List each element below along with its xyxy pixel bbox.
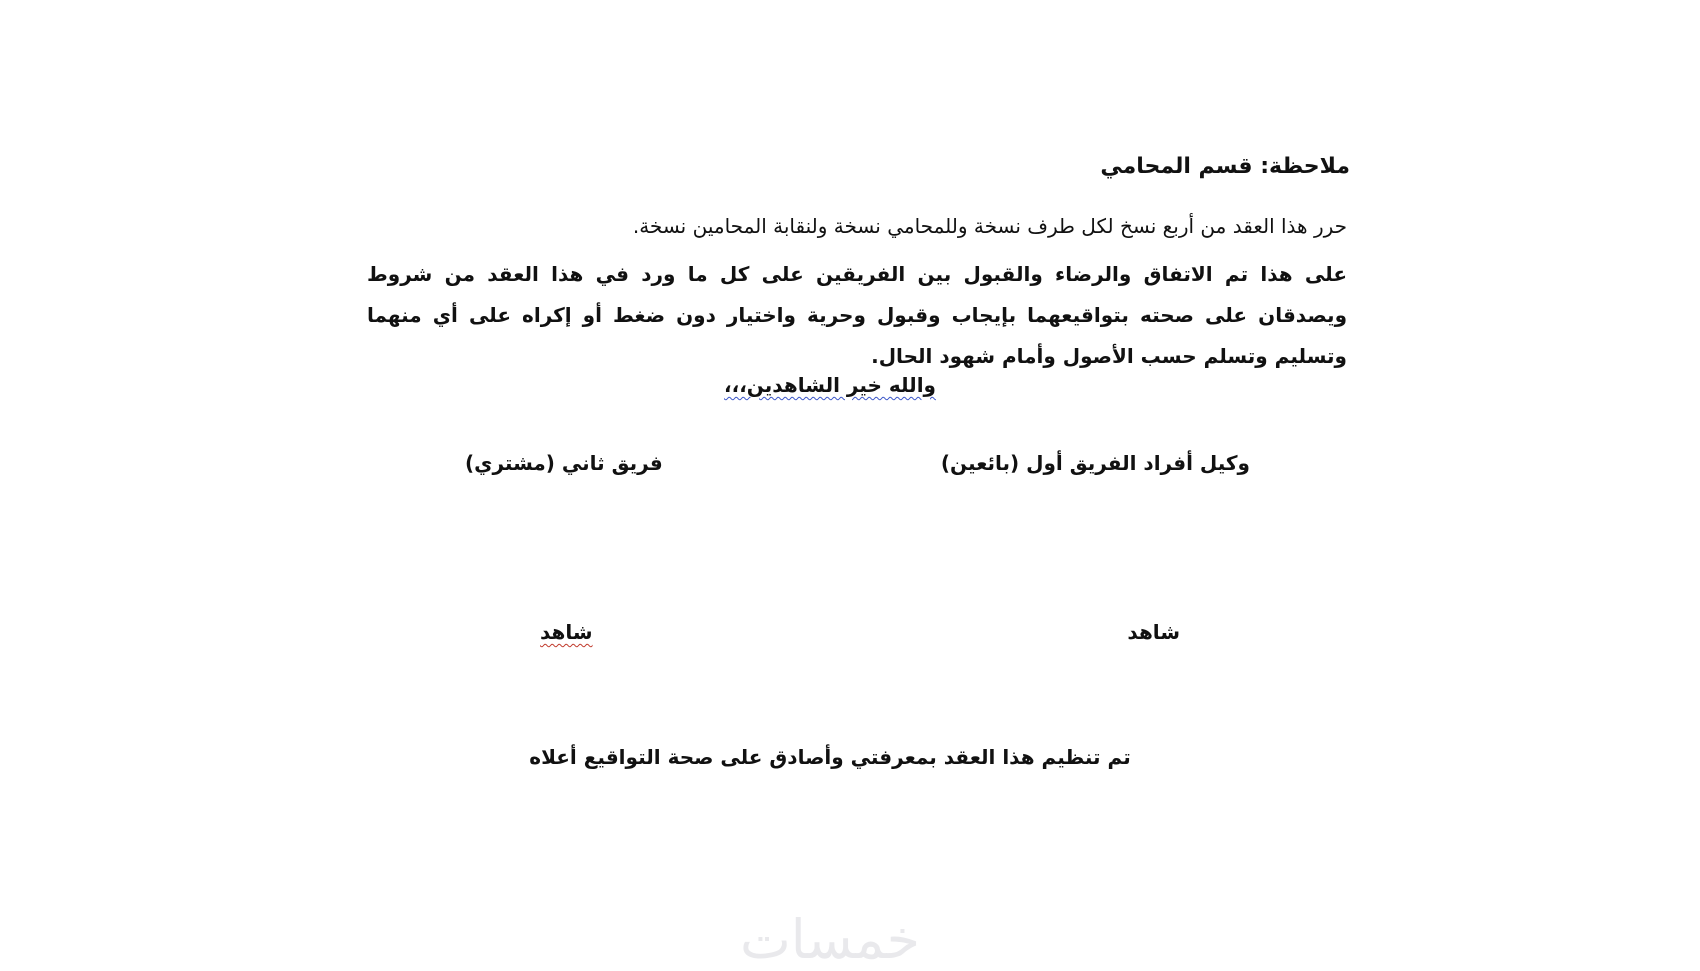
attestation-line: تم تنظيم هذا العقد بمعرفتي وأصادق على صحة التواقيع أعلاه bbox=[529, 745, 1131, 769]
witness-label-left-text: شاهد bbox=[540, 620, 593, 644]
witness-label-right: شاهد bbox=[1127, 620, 1180, 644]
first-party-signature-label: وكيل أفراد الفريق أول (بائعين) bbox=[940, 451, 1250, 475]
cut-off-heading-text: ملاحظة: قسم المحامي bbox=[1100, 154, 1350, 179]
copies-paragraph: حرر هذا العقد من أربع نسخ لكل طرف نسخة وللمحامي نسخة ولنقابة المحامين نسخة. bbox=[632, 214, 1347, 238]
watermark-logo: خمسات bbox=[739, 908, 921, 971]
agreement-paragraph: على هذا تم الاتفاق والرضاء والقبول بين الفريقين على كل ما ورد في هذا العقد من شروط ويصدقان على صحته بتواقيعهما بإيجاب وقبول وحرية واختيار دون ضغط أو إكراه على أي منهما وتسليم وتسلم حسب الأصول وأمام شهود الحال. bbox=[367, 262, 1347, 368]
cut-off-heading bbox=[1100, 154, 1350, 182]
closing-phrase bbox=[0, 373, 1680, 397]
closing-phrase-text: والله خير الشاهدين،،، bbox=[724, 373, 936, 397]
second-party-signature-label: فريق ثاني (مشتري) bbox=[465, 451, 663, 475]
witness-label-left bbox=[540, 620, 593, 644]
